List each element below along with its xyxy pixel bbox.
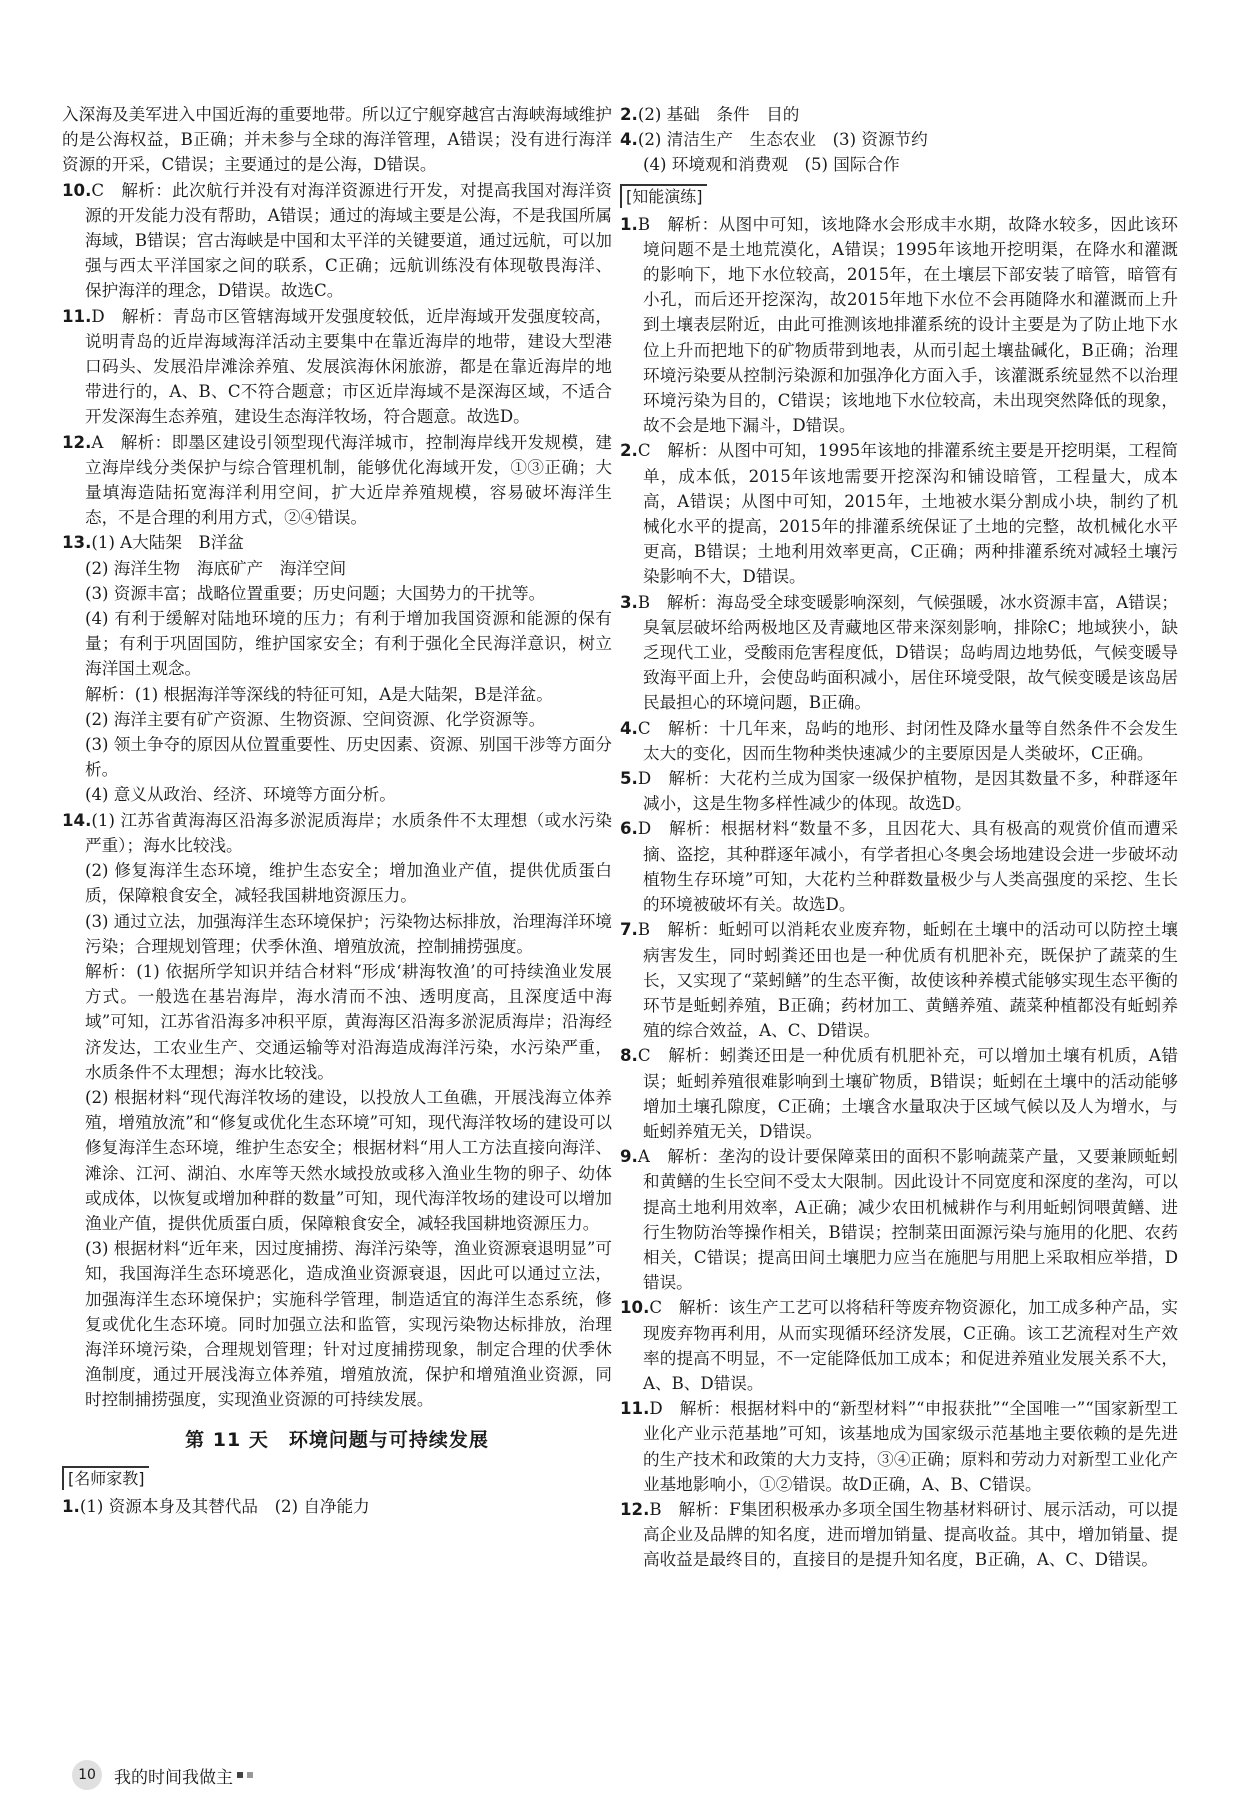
answer-item bbox=[620, 1144, 1178, 1295]
answer-number: 1. bbox=[620, 214, 638, 234]
page-footer bbox=[72, 1760, 253, 1790]
answer-item bbox=[620, 917, 1178, 1043]
answer-subitem: (2) 海洋主要有矿产资源、生物资源、空间资源、化学资源等。 bbox=[85, 709, 546, 729]
left-column bbox=[62, 102, 612, 1519]
answer-text: (1) 资源本身及其替代品 (2) 自净能力 bbox=[79, 1496, 370, 1516]
answer-subitem: (2) 修复海洋生态环境，维护生态安全；增加渔业产值，提供优质蛋白质，保障粮食安全，减轻我国耕地资源压力。 bbox=[85, 861, 612, 906]
answer-number: 10. bbox=[62, 180, 92, 200]
answer-item bbox=[620, 766, 1178, 816]
right-column bbox=[620, 102, 1178, 1573]
answer-subitem: (3) 资源丰富；战略位置重要；历史问题；大国势力的干扰等。 bbox=[85, 583, 546, 603]
section-label-mingshi: [名师家教] bbox=[62, 1466, 149, 1490]
answer-item bbox=[620, 1043, 1178, 1144]
answer-text: (1) A大陆架 B洋盆 bbox=[91, 533, 244, 553]
answer-text: A 解析：即墨区建设引领型现代海洋城市，控制海岸线开发规模，建立海岸线分类保护与综合管理机制，能够优化海域开发，①③正确；大量填海造陆拓宽海洋利用空间，扩大近岸养殖规模，容易破坏海洋生态，不是合理的利用方式，②④错误。 bbox=[85, 432, 612, 528]
answer-number: 8. bbox=[620, 1046, 638, 1066]
answer-item bbox=[620, 816, 1178, 917]
answer-item bbox=[620, 438, 1178, 589]
left-tail-answers bbox=[62, 1494, 612, 1519]
answer-subitem: 解析：(1) 依据所学知识并结合材料“形成‘耕海牧渔’的可持续渔业发展方式。一般选在基岩海岸，海水清而不浊、透明度高，且深度适中海域”可知，江苏省沿海多冲积平原，黄海海区沿海多淤泥质海岸；沿海经济发达，工农业生产、交通运输等对沿海造成海洋污染，水污染严重，水质条件不太理想；海水比较浅。 bbox=[85, 961, 612, 1082]
left-answers bbox=[62, 102, 612, 1413]
footer-slogan: 我的时间我做主 bbox=[114, 1767, 233, 1788]
answer-subitem: (4) 环境观和消费观 (5) 国际合作 bbox=[643, 155, 900, 175]
answer-number: 3. bbox=[620, 592, 638, 612]
answer-item bbox=[620, 590, 1178, 716]
answer-number: 1. bbox=[62, 1496, 80, 1516]
answer-item bbox=[62, 808, 612, 858]
answer-number: 10. bbox=[620, 1298, 650, 1318]
answer-number: 12. bbox=[620, 1499, 650, 1519]
answer-text: D 解析：根据材料“数量不多，且因花大、具有极高的观赏价值而遭采摘、盗挖，其种群逐年减小，有学者担心冬奥会场地建设会进一步破坏动植物生存环境”可知，大花杓兰种群数量极少与人类高强度的采挖、生长的环境被破坏有关。故选D。 bbox=[637, 819, 1178, 915]
answer-number: 13. bbox=[62, 533, 92, 553]
answer-number: 4. bbox=[620, 130, 638, 150]
answer-subitem: (3) 根据材料“近年来，因过度捕捞、海洋污染等，渔业资源衰退明显”可知，我国海洋生态环境恶化，造成渔业资源衰退，因此可以通过立法，加强海洋生态环境保护；实施科学管理，制造适宜的海洋生态系统，修复或优化生态环境。同时加强立法和监管，实现污染物达标排放，治理海洋环境污染，合理规划管理；针对过度捕捞现象，制定合理的伏季休渔制度，通过开展浅海立体养殖，增殖放流，保护和增殖渔业资源，同时控制捕捞强度，实现渔业资源的可持续发展。 bbox=[85, 1239, 612, 1410]
answer-text: B 解析：F集团积极承办多项全国生物基材料研讨、展示活动，可以提高企业及品牌的知名度，进而增加销量、提高收益。其中，增加销量、提高收益是最终目的，直接目的是提升知名度，B正确，A、C、D错误。 bbox=[643, 1499, 1178, 1570]
answer-text: D 解析：大花杓兰成为国家一级保护植物，是因其数量不多，种群逐年减小，这是生物多样性减少的体现。故选D。 bbox=[637, 769, 1178, 814]
decor-square-icon bbox=[247, 1772, 253, 1778]
answer-number: 2. bbox=[620, 105, 638, 124]
answer-subitem: (2) 海洋生物 海底矿产 海洋空间 bbox=[85, 558, 347, 578]
answer-number: 6. bbox=[620, 819, 638, 839]
answer-item bbox=[62, 178, 612, 304]
answer-item bbox=[620, 716, 1178, 766]
answer-number: 2. bbox=[620, 441, 638, 461]
answer-number: 4. bbox=[620, 718, 638, 738]
answer-text: (1) 江苏省黄海海区沿海多淤泥质海岸；水质条件不太理想（或水污染严重）；海水比较浅。 bbox=[85, 810, 612, 855]
answer-text: (2) 清洁生产 生态农业 (3) 资源节约 bbox=[637, 130, 928, 150]
answer-item bbox=[62, 304, 612, 430]
answer-continuation: 入深海及美军进入中国近海的重要地带。所以辽宁舰穿越宫古海峡海域维护的是公海权益，B正确；并未参与全球的海洋管理，A错误；没有进行海洋资源的开采，C错误；主要通过的是公海，D错误。 bbox=[62, 105, 612, 175]
page-number: 10 bbox=[72, 1760, 102, 1790]
answer-text: D 解析：青岛市区管辖海域开发强度较低，近岸海域开发强度较高，说明青岛的近岸海域海洋活动主要集中在靠近海岸的地带，建设大型港口码头、发展沿岸滩涂养殖、发展滨海休闲旅游，都是在靠近海岸的地带进行的，A、B、C不符合题意；市区近岸海域不是深海区域，不适合开发深海生态养殖，建设生态海洋牧场，符合题意。故选D。 bbox=[85, 306, 612, 427]
answer-item bbox=[62, 430, 612, 531]
answer-number: 7. bbox=[620, 920, 638, 940]
answer-item bbox=[620, 1396, 1178, 1497]
answer-subitem: (3) 通过立法，加强海洋生态环境保护；污染物达标排放，治理海洋环境污染；合理规划管理；伏季休渔、增殖放流，控制捕捞强度。 bbox=[85, 911, 612, 956]
answer-item bbox=[620, 1295, 1178, 1396]
answer-number: 5. bbox=[620, 769, 638, 789]
answer-item bbox=[62, 1494, 612, 1519]
answer-text: (2) 基础 条件 目的 bbox=[637, 105, 800, 124]
answer-text: B 解析：海岛受全球变暖影响深刻，气候强暖，冰水资源丰富，A错误；臭氧层破坏给两极地区及青藏地区带来深刻影响，排除C；地域狭小，缺乏现代工业，受酸雨危害程度低，D错误；岛屿周边地势低，气候变暖导致海平面上升，会使岛屿面积减小，居住环境受限，故气候变暖是该岛居民最担心的环境问题，B正确。 bbox=[637, 592, 1178, 713]
answer-number: 9. bbox=[620, 1147, 638, 1167]
answer-text: C 解析：该生产工艺可以将秸秆等废弃物资源化，加工成多种产品，实现废弃物再利用，从而实现循环经济发展，C正确。该工艺流程对生产效率的提高不明显，不一定能降低加工成本；和促进养殖业发展关系不大，A、B、D错误。 bbox=[643, 1298, 1178, 1393]
answer-subitem: (2) 根据材料“现代海洋牧场的建设，以投放人工鱼礁，开展浅海立体养殖，增殖放流”和“修复或优化生态环境”可知，现代海洋牧场的建设可以修复海洋生态环境，维护生态安全；根据材料“用人工方法直接向海洋、滩涂、江河、湖泊、水库等天然水域投放或移入渔业生物的卵子、幼体或成体，以恢复或增加种群的数量”可知，现代海洋牧场的建设可以增加渔业产值，提供优质蛋白质，保障粮食安全，减轻我国耕地资源压力。 bbox=[85, 1087, 612, 1233]
answer-number: 14. bbox=[62, 810, 92, 830]
answer-text: C 解析：蚓粪还田是一种优质有机肥补充，可以增加土壤有机质，A错误；蚯蚓养殖很难影响到土壤矿物质，B错误；蚯蚓在土壤中的活动能够增加土壤孔隙度，C正确；土壤含水量取决于区域气候以及人为增水，与蚯蚓养殖无关，D错误。 bbox=[637, 1046, 1178, 1141]
answer-subitem: 解析：(1) 根据海洋等深线的特征可知，A是大陆架，B是洋盆。 bbox=[85, 684, 553, 704]
answer-text: A 解析：垄沟的设计要保障菜田的面积不影响蔬菜产量，又要兼顾蚯蚓和黄鳝的生长空间不受太大限制。因此设计不同宽度和深度的垄沟，可以提高土地利用效率，A正确；减少农田机械耕作与利用蚯蚓饲喂黄鳝、进行生物防治等操作相关，B错误；控制菜田面源污染与施用的化肥、农药相关，C错误；提高田间土壤肥力应当在施肥与用肥上采取相应举措，D错误。 bbox=[637, 1147, 1178, 1293]
answer-text: D 解析：根据材料中的“新型材料”“申报获批”“全国唯一”“国家新型工业化产业示范基地”可知，该基地成为国家级示范基地主要依赖的是先进的生产技术和政策的大力支持，③④正确；原料和劳动力对新型工业化产业基地影响小，①②错误。故D正确，A、B、C错误。 bbox=[643, 1399, 1178, 1494]
answer-item bbox=[620, 1497, 1178, 1573]
answer-number: 11. bbox=[62, 306, 92, 326]
answer-item bbox=[620, 212, 1178, 439]
day-title: 第 11 天 环境问题与可持续发展 bbox=[185, 1428, 489, 1451]
right-answers bbox=[620, 212, 1178, 1573]
section-label-zhineng: [知能演练] bbox=[620, 184, 707, 208]
answer-subitem: (4) 有利于缓解对陆地环境的压力；有利于增加我国资源和能源的保有量；有利于巩固国防，维护国家安全；有利于强化全民海洋意识，树立海洋国土观念。 bbox=[85, 609, 612, 679]
answer-item bbox=[62, 530, 612, 555]
answer-item bbox=[620, 102, 1178, 127]
answer-text: B 解析：从图中可知，该地降水会形成丰水期，故降水较多，因此该环境问题不是土地荒漠化，A错误；1995年该地开挖明渠，在降水和灌溉的影响下，地下水位较高，2015年，在土壤层下部安装了暗管，暗管有小孔，而后还开挖深沟，故2015年地下水位不会再随降水和灌溉而上升到土壤表层附近，由此可推测该地排灌系统的设计主要是为了防止地下水位上升而把地下的矿物质带到地表，从而引起土壤盐碱化，B正确；治理环境污染要从控制污染源和加强净化方面入手，该灌溉系统显然不以治理环境污染为目的，C错误；该地地下水位较高，未出现突然降低的现象，故不会是地下漏斗，D错误。 bbox=[637, 214, 1178, 436]
right-head-answers bbox=[620, 102, 1178, 178]
answer-text: C 解析：从图中可知，1995年该地的排灌系统主要是开挖明渠，工程简单，成本低，2015年该地需要开挖深沟和铺设暗管，工程量大，成本高，A错误；从图中可知，2015年，土地被水渠分割成小块，制约了机械化水平的提高，2015年的排灌系统保证了土地的完整，故机械化水平更高，B错误；土地利用效率更高，C正确；两种排灌系统对减轻土壤污染影响不大，D错误。 bbox=[637, 441, 1178, 587]
answer-number: 12. bbox=[62, 432, 92, 452]
answer-subitem: (3) 领土争夺的原因从位置重要性、历史因素、资源、别国干涉等方面分析。 bbox=[85, 735, 612, 780]
answer-subitem: (4) 意义从政治、经济、环境等方面分析。 bbox=[85, 785, 396, 805]
answer-item bbox=[620, 127, 1178, 152]
answer-number: 11. bbox=[620, 1399, 650, 1419]
answer-text: B 解析：蚯蚓可以消耗农业废弃物，蚯蚓在土壤中的活动可以防控土壤病害发生，同时蚓粪还田也是一种优质有机肥补充，既保护了蔬菜的生长，又实现了“菜蚓鳝”的生态平衡，故使该种养模式能够实现生态平衡的环节是蚯蚓养殖，B正确；药材加工、黄鳝养殖、蔬菜种植都没有蚯蚓养殖的综合效益，A、C、D错误。 bbox=[637, 920, 1178, 1041]
answer-text: C 解析：十几年来，岛屿的地形、封闭性及降水量等自然条件不会发生太大的变化，因而生物种类快速减少的主要原因是人类破坏，C正确。 bbox=[637, 718, 1178, 763]
answer-text: C 解析：此次航行并没有对海洋资源进行开发，对提高我国对海洋资源的开发能力没有帮助，A错误；通过的海域主要是公海，不是我国所属海域，B错误；宫古海峡是中国和太平洋的关键要道，通过远航，可以加强与西太平洋国家之间的联系，C正确；远航训练没有体现敬畏海洋、保护海洋的理念，D错误。故选C。 bbox=[85, 180, 612, 301]
decor-square-icon bbox=[237, 1772, 243, 1778]
